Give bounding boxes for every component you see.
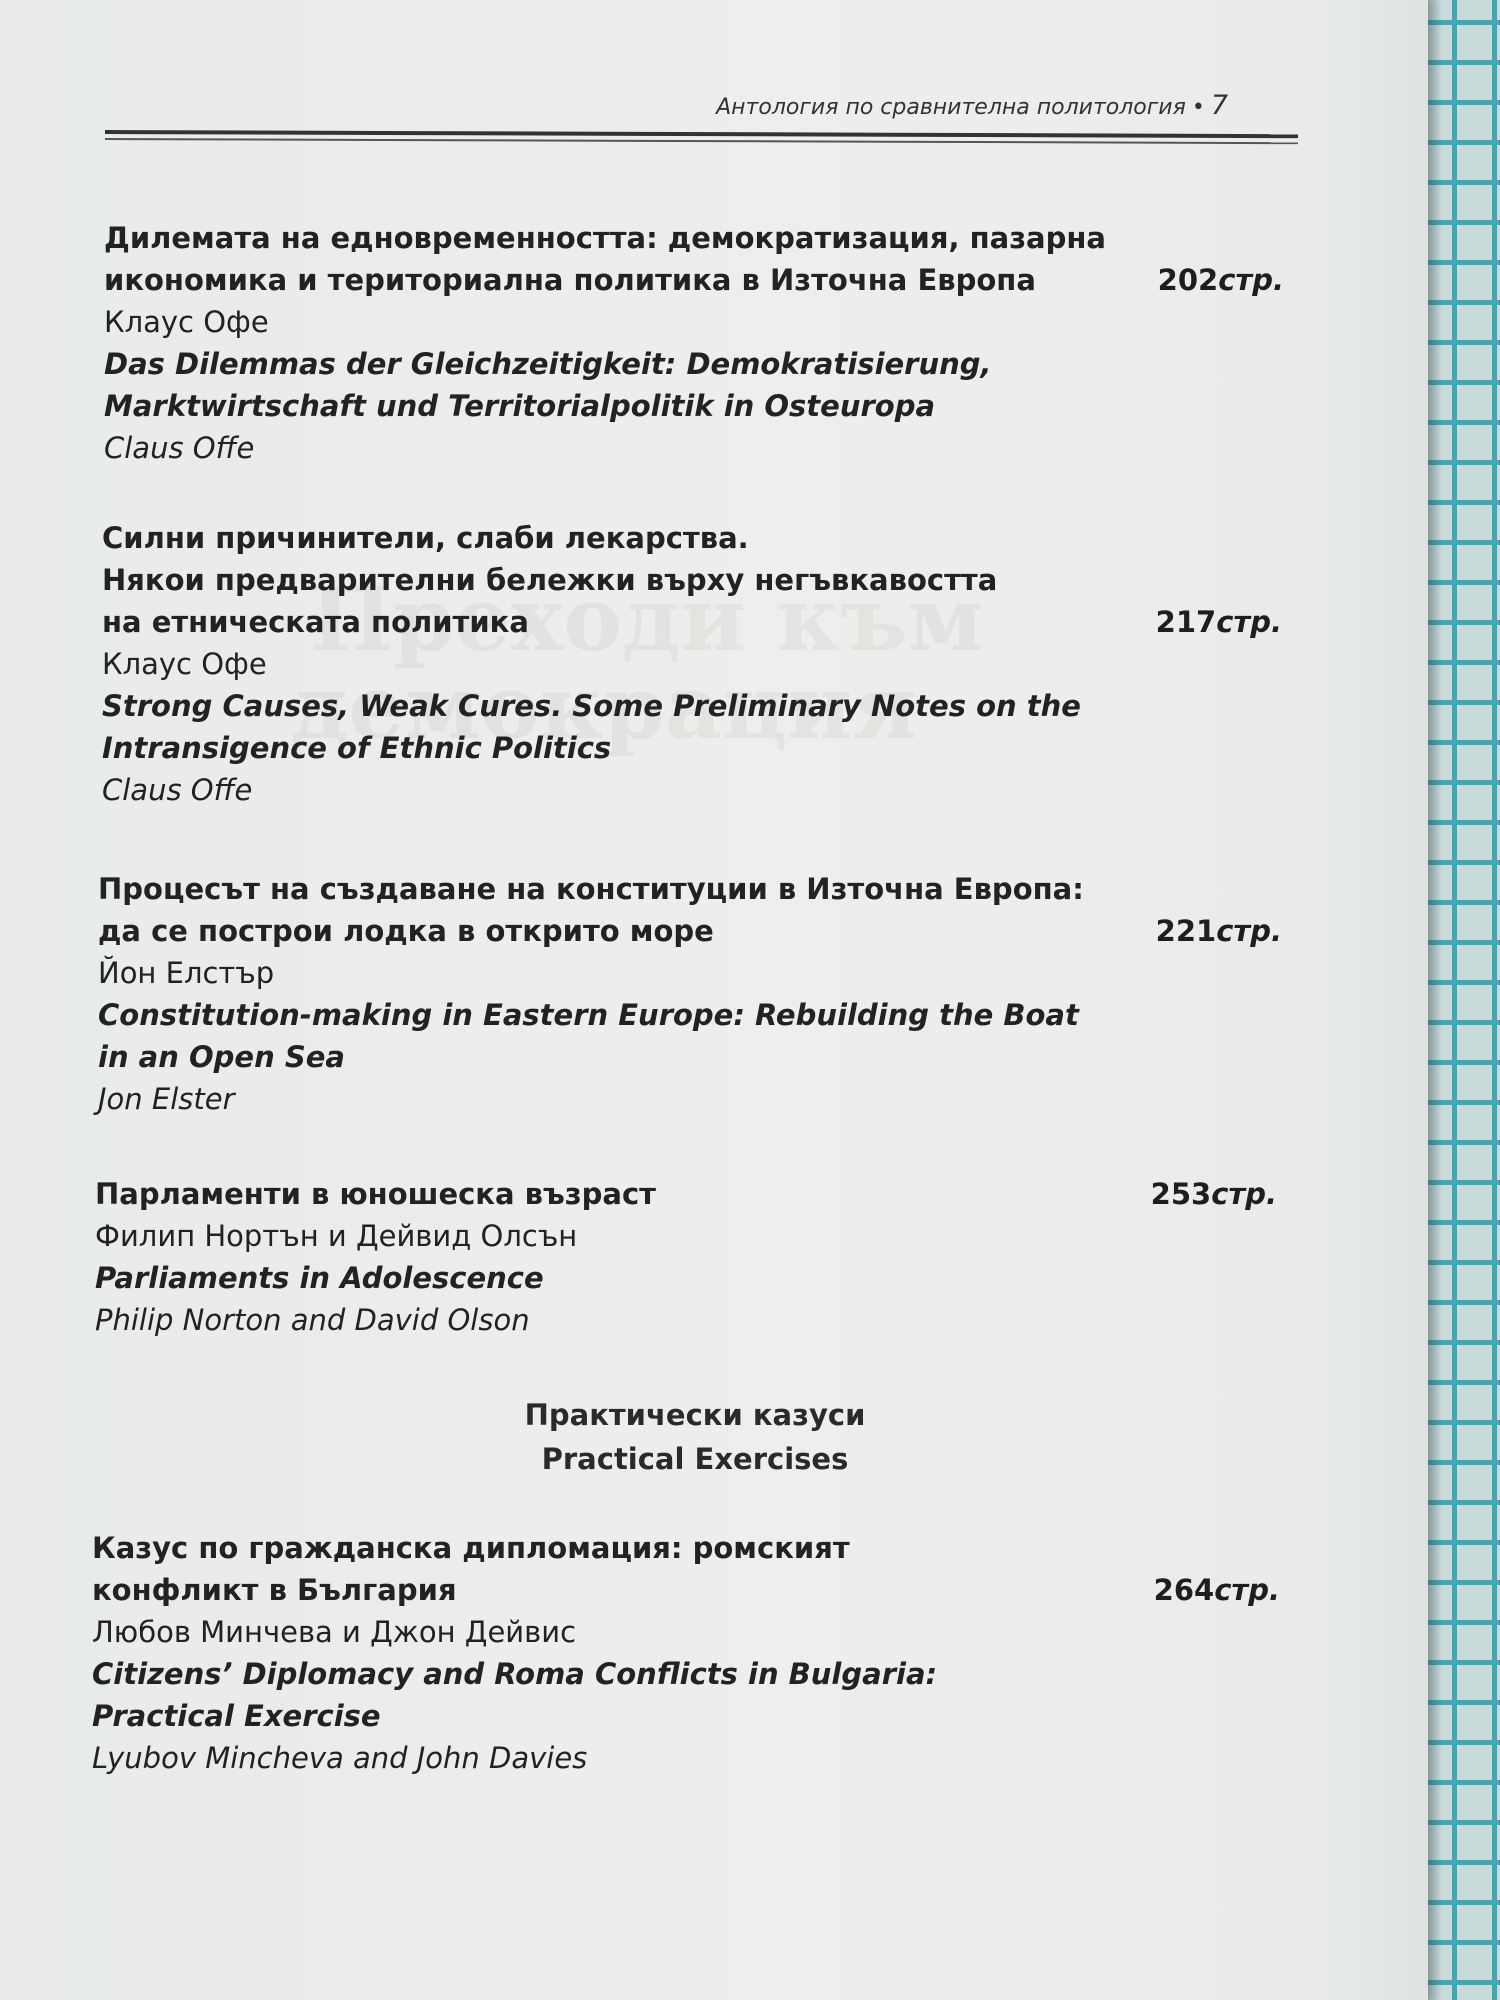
entry-bg-author: Йон Елстър xyxy=(98,956,275,990)
section-title-bg: Практически казуси xyxy=(524,1398,866,1432)
toc-entry xyxy=(92,1527,1280,1779)
entry-page-unit: стр. xyxy=(1216,914,1282,948)
page-number: 7 xyxy=(1210,90,1228,121)
entry-page-number: 202 xyxy=(1157,263,1219,297)
toc-entry xyxy=(95,1173,1275,1341)
entry-en-title-line: Das Dilemmas der Gleichzeitigkeit: Demokratisierung, xyxy=(104,347,992,381)
entry-bg-title-line: да се построи лодка в открито море xyxy=(98,914,714,948)
entry-en-author: Lyubov Mincheva and John Davies xyxy=(92,1741,588,1775)
entry-en-title-line: Strong Causes, Weak Cures. Some Preliminary Notes on the xyxy=(102,689,1081,723)
entry-bg-title-line: Дилемата на едновременността: демократизация, пазарна xyxy=(104,221,1106,255)
entry-page-unit: стр. xyxy=(1211,1177,1277,1211)
entry-page-unit: стр. xyxy=(1216,605,1282,639)
entry-page-number: 264 xyxy=(1153,1573,1215,1607)
toc-entry xyxy=(104,217,1284,469)
page-edge-shadow xyxy=(1428,0,1442,2000)
entry-en-title-line: in an Open Sea xyxy=(98,1040,345,1074)
entry-page-unit: стр. xyxy=(1218,263,1284,297)
entry-bg-title-line: Парламенти в юношеска възраст xyxy=(95,1177,656,1211)
toc-entry xyxy=(102,517,1282,811)
entry-en-title-line: Practical Exercise xyxy=(92,1699,381,1733)
entry-bg-title-line: Процесът на създаване на конституции в Източна Европа: xyxy=(98,872,1084,906)
entry-bg-author: Клаус Офе xyxy=(102,647,267,681)
header-separator: • xyxy=(1191,95,1205,120)
running-header xyxy=(716,90,1228,121)
section-heading xyxy=(380,1393,1010,1481)
entry-bg-author: Клаус Офе xyxy=(104,305,269,339)
running-title: Антология по сравнителна политология xyxy=(716,95,1186,120)
entry-en-title-line: Citizens’ Diplomacy and Roma Conflicts in Bulgaria: xyxy=(92,1657,938,1691)
entry-page-ref xyxy=(1151,1173,1277,1215)
entry-en-title-line: Constitution-making in Eastern Europe: Rebuilding the Boat xyxy=(98,998,1079,1032)
entry-bg-title-line: Казус по гражданска дипломация: ромският xyxy=(92,1531,850,1565)
entry-bg-title-line: Силни причинители, слаби лекарства. xyxy=(102,521,749,555)
toc-entry xyxy=(98,868,1282,1120)
entry-page-ref xyxy=(1156,601,1282,643)
entry-page-number: 217 xyxy=(1155,605,1217,639)
entry-page-ref xyxy=(1156,910,1282,952)
entry-en-author: Claus Offe xyxy=(104,431,255,465)
entry-page-unit: стр. xyxy=(1214,1573,1280,1607)
entry-en-author: Philip Norton and David Olson xyxy=(95,1303,530,1337)
entry-bg-title-line: икономика и териториална политика в Източна Европа xyxy=(104,263,1036,297)
entry-bg-title-line: на етническата политика xyxy=(102,605,529,639)
entry-en-title-line: Marktwirtschaft und Territorialpolitik in Osteuropa xyxy=(104,389,936,423)
entry-page-number: 221 xyxy=(1155,914,1217,948)
entry-en-title-line: Intransigence of Ethnic Politics xyxy=(102,731,612,765)
entry-bg-title-line: конфликт в България xyxy=(92,1573,457,1607)
header-rule-thin xyxy=(105,138,1298,144)
entry-page-number: 253 xyxy=(1150,1177,1212,1211)
entry-bg-title-line: Някои предварителни бележки върху негъвкавостта xyxy=(102,563,998,597)
entry-en-author: Claus Offe xyxy=(102,773,253,807)
entry-bg-author: Любов Минчева и Джон Дейвис xyxy=(92,1615,577,1649)
entry-en-title-line: Parliaments in Adolescence xyxy=(95,1261,544,1295)
entry-bg-author: Филип Нортън и Дейвид Олсън xyxy=(95,1219,578,1253)
entry-page-ref xyxy=(1158,259,1284,301)
entry-page-ref xyxy=(1154,1569,1280,1611)
section-title-en: Practical Exercises xyxy=(541,1442,849,1476)
header-rule-thick xyxy=(105,130,1298,138)
entry-en-author: Jon Elster xyxy=(98,1082,235,1116)
